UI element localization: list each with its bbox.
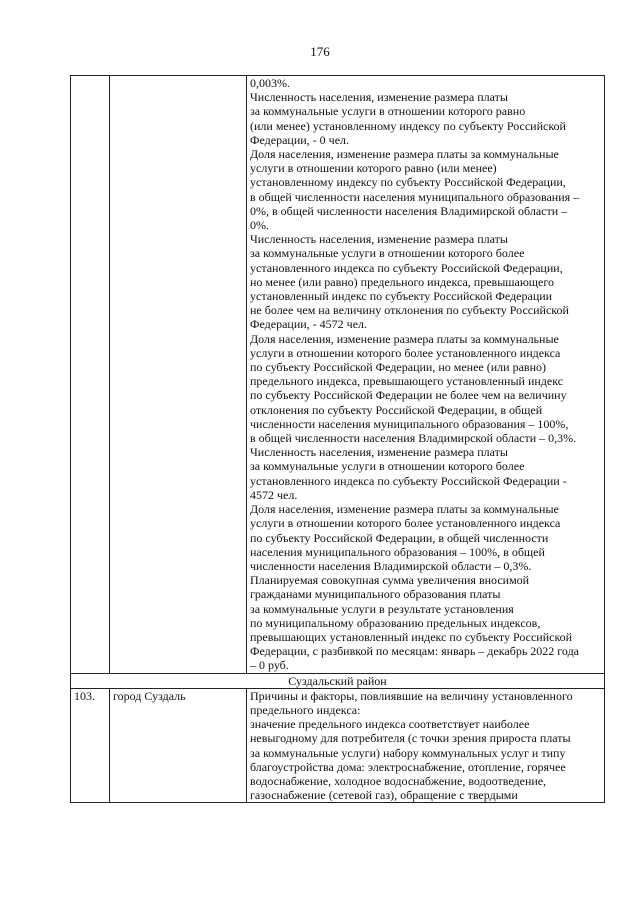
- text-line: газоснабжение (сетевой газ), обращение с твердыми: [250, 788, 518, 803]
- text-line: установленному индексу по субъекту Российской Федерации,: [250, 175, 566, 190]
- text-line: в общей численности населения Владимирской области – 0,3%.: [250, 431, 577, 446]
- text-line: 0,003%.: [250, 76, 290, 90]
- text-line: (или менее) установленному индексу по субъекту Российской: [250, 118, 566, 133]
- description-cell: [247, 688, 605, 803]
- text-line: Доля населения, изменение размера платы за коммунальные: [250, 331, 559, 346]
- municipality-cell-empty: [110, 76, 247, 674]
- text-line: превышающих установленный индекс по субъекту Российской: [250, 629, 573, 644]
- text-line: отклонения по субъекту Российской Федерации, в общей: [250, 402, 543, 417]
- description-cell: [247, 76, 605, 674]
- text-line: населения муниципального образования – 100%, в общей: [250, 544, 545, 559]
- district-heading: Суздальский район: [71, 673, 605, 688]
- text-line: 0%.: [250, 218, 269, 233]
- text-line: услуги в отношении которого равно (или менее): [250, 161, 497, 176]
- text-line: не более чем на величину отклонения по субъекту Российской: [250, 303, 569, 318]
- text-line: численности населения Владимирской области – 0,3%.: [250, 558, 532, 573]
- table-row-continuation: [71, 76, 605, 674]
- text-line: Причины и факторы, повлиявшие на величину установленного: [250, 688, 573, 703]
- indices-table: [70, 75, 605, 803]
- text-line: Федерации, с разбивкой по месяцам: январь – декабрь 2022 года: [250, 644, 580, 659]
- text-line: Численность населения, изменение размера платы: [250, 232, 508, 247]
- text-line: по субъекту Российской Федерации, но менее (или равно): [250, 360, 546, 375]
- table-row-district: [71, 673, 605, 688]
- text-line: значение предельного индекса соответствует наиболее: [250, 717, 530, 732]
- text-line: установленного индекса по субъекту Российской Федерации -: [250, 473, 567, 488]
- text-line: за коммунальные услуги в результате установления: [250, 601, 514, 616]
- table-row-entry: [71, 688, 605, 803]
- text-line: Доля населения, изменение размера платы за коммунальные: [250, 502, 559, 517]
- text-line: гражданами муниципального образования платы: [250, 587, 501, 602]
- text-line: услуги в отношении которого более установленного индекса: [250, 516, 561, 531]
- text-line: но менее (или равно) предельного индекса, превышающего: [250, 274, 554, 289]
- row-number-cell-empty: [71, 76, 110, 674]
- text-line: водоснабжение, холодное водоснабжение, водоотведение,: [250, 773, 547, 788]
- text-line: – 0 руб.: [250, 658, 289, 673]
- text-line: по муниципальному образованию предельных индексов,: [250, 615, 541, 630]
- page-number: 176: [310, 44, 330, 59]
- text-line: установленный индекс по субъекту Российской Федерации: [250, 289, 553, 304]
- text-line: невыгодному для потребителя (с точки зрения прироста платы: [250, 731, 571, 746]
- text-line: 0%, в общей численности населения Владимирской области –: [250, 203, 568, 218]
- text-line: в общей численности населения муниципального образования –: [250, 189, 580, 204]
- text-line: по субъекту Российской Федерации, в общей численности: [250, 530, 549, 545]
- text-line: Планируемая совокупная сумма увеличения вносимой: [250, 573, 530, 588]
- text-line: численности населения муниципального образования – 100%,: [250, 416, 569, 431]
- text-line: за коммунальные услуги в отношении которого более: [250, 459, 525, 474]
- text-line: благоустройства дома: электроснабжение, отопление, горячее: [250, 759, 566, 774]
- text-line: предельного индекса, превышающего установленный индекс: [250, 374, 564, 389]
- text-line: Федерации, - 0 чел.: [250, 132, 350, 147]
- text-line: установленного индекса по субъекту Российской Федерации,: [250, 260, 563, 275]
- text-line: Федерации, - 4572 чел.: [250, 317, 368, 332]
- text-line: за коммунальные услуги в отношении которого более: [250, 246, 525, 261]
- text-line: за коммунальные услуги в отношении которого равно: [250, 104, 526, 119]
- text-line: за коммунальные услуги) набору коммунальных услуг и типу: [250, 745, 566, 760]
- text-line: Доля населения, изменение размера платы за коммунальные: [250, 147, 559, 162]
- text-line: предельного индекса:: [250, 702, 361, 717]
- municipality-name: город Суздаль: [110, 688, 247, 803]
- text-line: Численность населения, изменение размера платы: [250, 90, 508, 105]
- text-line: услуги в отношении которого более установленного индекса: [250, 345, 561, 360]
- text-line: по субъекту Российской Федерации не более чем на величину: [250, 388, 567, 403]
- text-line: Численность населения, изменение размера платы: [250, 445, 508, 460]
- row-number: 103.: [71, 688, 110, 803]
- text-line: 4572 чел.: [250, 487, 298, 502]
